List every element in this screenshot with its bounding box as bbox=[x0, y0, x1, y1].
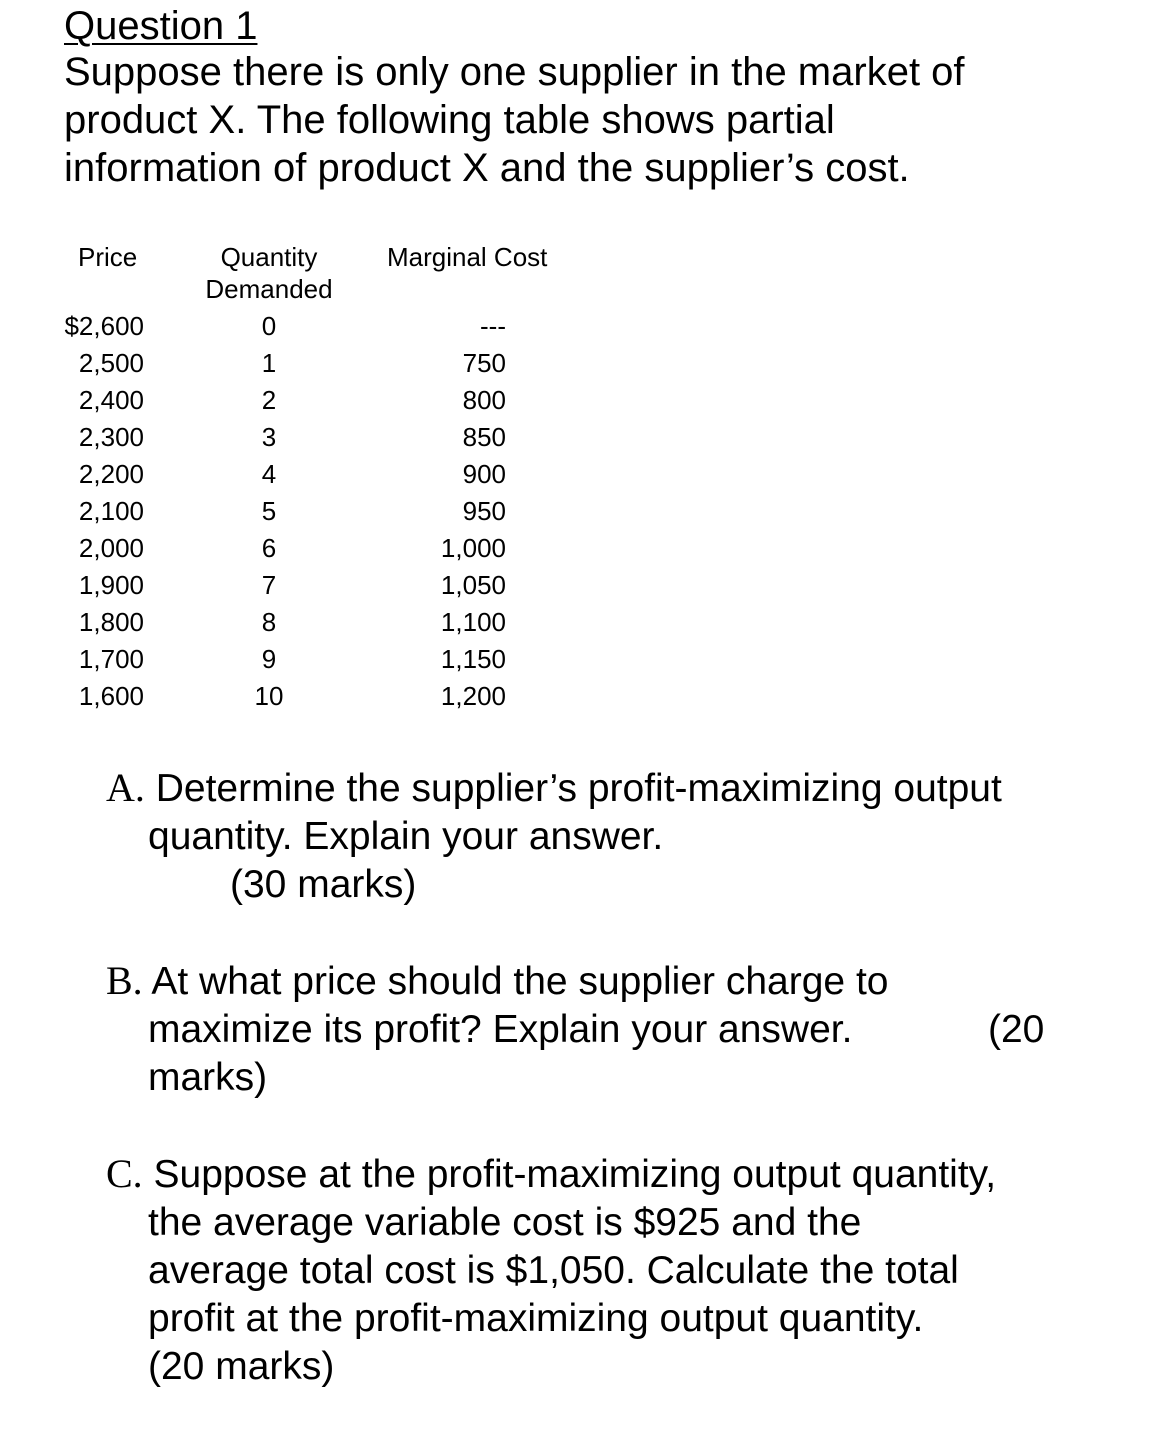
cell-marginal-cost: 900 bbox=[462, 459, 506, 489]
intro-line: Suppose there is only one supplier in the market of bbox=[64, 50, 965, 94]
header-marginal-cost: Marginal Cost bbox=[387, 242, 548, 272]
question-a-letter: A. bbox=[106, 765, 145, 810]
question-a-line bbox=[106, 764, 1146, 813]
question-c-text: Suppose at the profit-maximizing output quantity, bbox=[153, 1153, 997, 1196]
question-a-line: quantity. Explain your answer. bbox=[148, 815, 664, 858]
cell-marginal-cost: 750 bbox=[462, 348, 506, 378]
question-c-line: average total cost is $1,050. Calculate the total bbox=[148, 1249, 959, 1292]
cell-price: 1,600 bbox=[78, 681, 144, 711]
cell-price: 2,300 bbox=[78, 422, 144, 452]
cell-marginal-cost: 1,100 bbox=[440, 607, 506, 637]
question-b-line bbox=[106, 1006, 1146, 1054]
cell-quantity: 3 bbox=[261, 422, 277, 452]
question-b-text: maximize its profit? Explain your answer. bbox=[148, 1008, 853, 1051]
header-quantity-line: Demanded bbox=[205, 274, 333, 304]
cell-price: 2,100 bbox=[78, 496, 144, 526]
cell-marginal-cost: 800 bbox=[462, 385, 506, 415]
question-c-line bbox=[106, 1150, 1146, 1199]
cell-quantity: 6 bbox=[261, 533, 277, 563]
question-c-line: profit at the profit-maximizing output quantity. bbox=[148, 1297, 924, 1340]
cell-quantity: 4 bbox=[261, 459, 277, 489]
question-b-marks: (20 bbox=[988, 1008, 1045, 1051]
cell-price: 2,000 bbox=[78, 533, 144, 563]
cell-marginal-cost: 1,050 bbox=[440, 570, 506, 600]
question-b-line: marks) bbox=[148, 1056, 268, 1099]
cell-price: 1,800 bbox=[78, 607, 144, 637]
question-c-letter: C. bbox=[106, 1151, 143, 1196]
question-a-marks: (30 marks) bbox=[230, 863, 417, 906]
header-price: Price bbox=[78, 242, 138, 272]
cell-price: $2,600 bbox=[64, 311, 144, 341]
question-c-line: the average variable cost is $925 and the bbox=[148, 1201, 862, 1244]
cell-marginal-cost: 950 bbox=[462, 496, 506, 526]
cell-marginal-cost: --- bbox=[480, 311, 506, 341]
cell-marginal-cost: 850 bbox=[462, 422, 506, 452]
cell-quantity: 0 bbox=[261, 311, 277, 341]
question-title: Question 1 bbox=[64, 4, 258, 48]
question-c bbox=[106, 1150, 1146, 1391]
question-a-text: Determine the supplier’s profit-maximizing output bbox=[155, 767, 1002, 810]
question-b-text: At what price should the supplier charge to bbox=[151, 960, 889, 1003]
intro-line: product X. The following table shows partial bbox=[64, 98, 835, 142]
cell-quantity: 9 bbox=[261, 644, 277, 674]
question-intro bbox=[64, 48, 1124, 192]
cell-quantity: 1 bbox=[261, 348, 277, 378]
question-a bbox=[106, 764, 1146, 909]
cell-quantity: 2 bbox=[261, 385, 277, 415]
cell-quantity: 8 bbox=[261, 607, 277, 637]
question-c-line: (20 marks) bbox=[148, 1345, 335, 1388]
cell-marginal-cost: 1,200 bbox=[440, 681, 506, 711]
cell-quantity: 5 bbox=[261, 496, 277, 526]
cell-price: 2,400 bbox=[78, 385, 144, 415]
header-quantity-line: Quantity bbox=[220, 242, 318, 272]
cell-price: 1,700 bbox=[78, 644, 144, 674]
cell-marginal-cost: 1,000 bbox=[440, 533, 506, 563]
header-quantity-demanded bbox=[200, 241, 338, 305]
cell-quantity: 7 bbox=[261, 570, 277, 600]
cell-price: 1,900 bbox=[78, 570, 144, 600]
question-b bbox=[106, 957, 1146, 1102]
cell-quantity: 10 bbox=[254, 681, 284, 711]
cell-marginal-cost: 1,150 bbox=[440, 644, 506, 674]
question-b-letter: B. bbox=[106, 958, 143, 1003]
intro-line: information of product X and the supplier’s cost. bbox=[64, 146, 910, 190]
cell-price: 2,500 bbox=[78, 348, 144, 378]
cell-price: 2,200 bbox=[78, 459, 144, 489]
question-b-line bbox=[106, 957, 1146, 1006]
